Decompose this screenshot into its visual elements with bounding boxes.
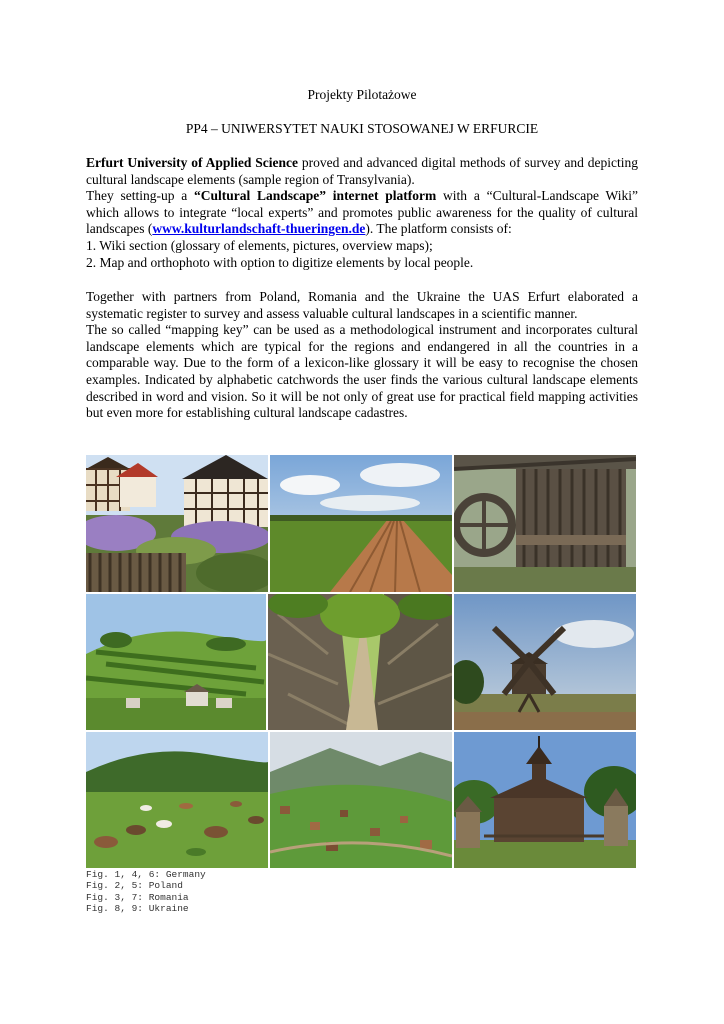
intro-sentence-2: They setting-up a “Cultural Landscape” internet platform with a “Cultural-Landscape Wiki” which allows to integrate “local experts” and promotes public awareness for the quality of cultural landscapes (www.kulturlandschaft-thueringen.de). The platform consists of: [86, 188, 638, 237]
photo-4-terraced-hills [86, 594, 266, 730]
photo-grid [86, 455, 636, 868]
page-title: Projekty Pilotażowe [307, 87, 417, 102]
register-sentence-1: Together with partners from Poland, Romania and the Ukraine the UAS Erfurt elaborated a systematic register to survey and assess valuable cultural landscapes in a scientific manner. [86, 289, 638, 321]
intro-sentence-1: Erfurt University of Applied Science proved and advanced digital methods of survey and depicting cultural landscape elements (sample region of Transylvania). [86, 155, 639, 187]
photo-3-wooden-mill [454, 455, 636, 592]
caption-line: Fig. 1, 4, 6: Germany [86, 869, 206, 880]
photo-7-cows-pasture [86, 732, 268, 868]
platform-name: “Cultural Landscape” internet platform [194, 188, 437, 204]
list-item-1: 1. Wiki section (glossary of elements, pictures, overview maps); [86, 237, 433, 253]
caption-line: Fig. 8, 9: Ukraine [86, 902, 189, 914]
photo-8-mountain-village [270, 732, 452, 868]
platform-link[interactable]: www.kulturlandschaft-thueringen.de [152, 221, 366, 237]
figure-captions [86, 869, 206, 914]
photo-5-sunken-lane [268, 594, 452, 730]
photo-9-wooden-church [454, 732, 636, 868]
register-paragraph [86, 289, 638, 422]
caption-line: Fig. 2, 5: Poland [86, 880, 183, 892]
photo-6-windmill [454, 594, 636, 730]
university-name: Erfurt University of Applied Science [86, 155, 298, 170]
page-subtitle: PP4 – UNIWERSYTET NAUKI STOSOWANEJ W ERFURCIE [185, 121, 539, 136]
caption-line: Fig. 3, 7: Romania [86, 891, 189, 903]
photo-2-dirt-road-field [270, 455, 452, 592]
photo-1-timber-frame-houses [86, 455, 268, 592]
list-item-2: 2. Map and orthophoto with option to digitize elements by local people. [86, 254, 474, 270]
register-sentence-2: The so called “mapping key” can be used as a methodological instrument and incorporates cultural landscape elements which are typical for the regions and endangered in all the countries in a comparable way. Due to the form of a lexicon-like glossary it will be easy to recognise the chosen examples. Indicated by alphabetic catchwords the user finds the various cultural landscape elements described in word and vision. So it will be not only of great use for practical field mapping activities but even more for establishing cultural landscape cadastres. [86, 322, 638, 421]
intro-paragraph [86, 155, 638, 271]
